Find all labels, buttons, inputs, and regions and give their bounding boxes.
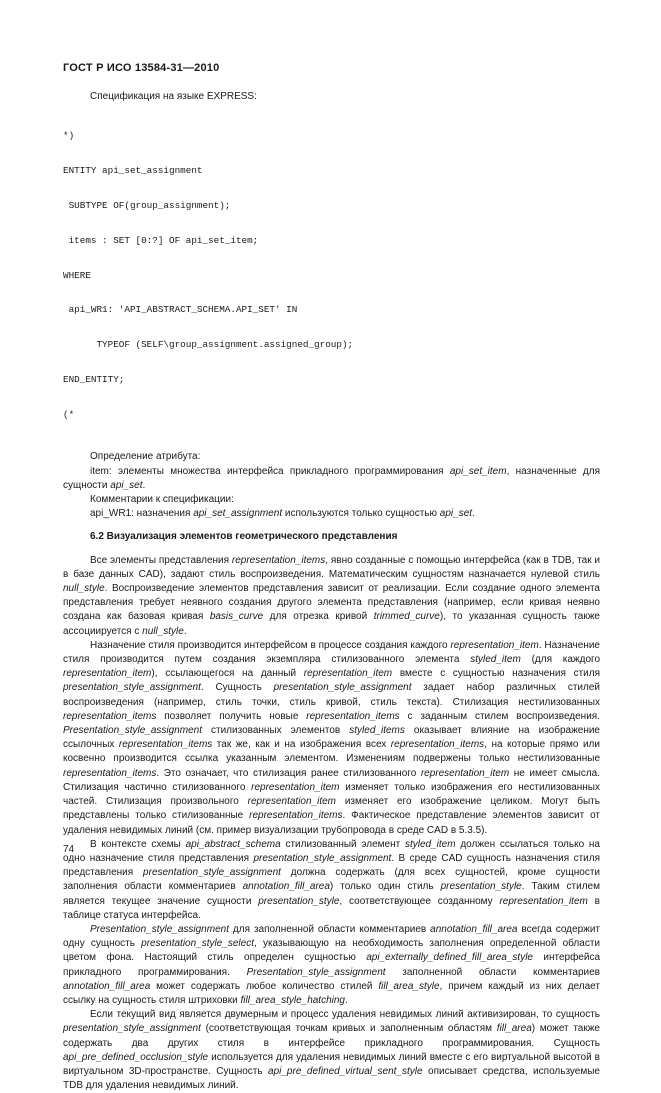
body-paragraph: Если текущий вид является двумерным и процесс удаления невидимых линий активизирован, то сущность presentation_style_assignment (соответствующая точкам кривых и заполненным областям fill_area) может также содержать два других стиля в интерфейсе прикладного программирования. Сущность api_pre_defined_occlusion_style используется для удаления невидимых линий вместе с его виртуальной высотой в виртуальном 3D-пространстве. Сущность api_pre_defined_virtual_sent_style описывает средства, используемые TDB для удаления невидимых линий. xyxy=(63,1009,600,1092)
code-line: TYPEOF (SELF\group_assignment.assigned_group); xyxy=(63,339,354,351)
attribute-heading: Определение атрибута: xyxy=(90,451,201,463)
code-line: END_ENTITY; xyxy=(63,373,125,385)
express-code-block xyxy=(63,107,600,443)
code-line: api_WR1: 'API_ABSTRACT_SCHEMA.API_SET' IN xyxy=(63,304,298,316)
comment-text: api_WR1: назначения api_set_assignment используются только сущностью api_set. xyxy=(90,508,475,520)
section-title: 6.2 Визуализация элементов геометрического представления xyxy=(90,531,398,543)
code-line: (* xyxy=(63,408,75,420)
comments-heading: Комментарии к спецификации: xyxy=(90,494,234,506)
body-paragraph: В контексте схемы api_abstract_schema стилизованный элемент styled_item должен ссылаться только на одно назначение стиля представления presentation_style_assignment. В среде CAD сущность назначения стиля представления presentation_style_assignment должна содержать (для всех сущностей, кроме сущности заполнения области комментариев annotation_fill_area) только один стиль presentation_style. Таким стилем является текущее значение сущности presentation_style, соответствующее созданному representation_item в таблице статуса интерфейса. xyxy=(63,838,601,921)
body-paragraph: Назначение стиля производится интерфейсом в процессе создания каждого representation_item. Назначение стиля производится путем создания экземпляра стилизованного элемента styled_item (для каждого representation_item), ссылающегося на данный representation_item вместе с сущностью назначения стиля presentation_style_assignment. Сущность presentation_style_assignment задает набор различных стилей воспроизведения (например, стиль точки, стиль кривой, стиль текста). Стилизация нестилизованных representation_items позволяет получить новые representation_items с заданным стилем воспроизведения. Presentation_style_assignment стилизованных элементов styled_items оказывает влияние на изображение ссылочных representation_items так же, как и на изображения всех representation_items, на которые прямо или косвенно производится ссылка указанным элементом. Изменениям подвержены только нестилизованные representation_items. Это означает, что стилизация ранее стилизованного representation_item не имеет смысла. Стилизация частично стилизованного representation_item изменяет только изображения его нестилизованных частей. Стилизация произвольного representation_item изменяет его изображение целиком. Могут быть представлены только стилизованные representation_items. Фактическое представление элементов зависит от удаления невидимых линий (см. пример визуализации трубопровода в среде CAD в 5.3.5). xyxy=(63,639,601,836)
code-line: *) xyxy=(63,130,75,142)
code-line: items : SET [0:?] OF api_set_item; xyxy=(63,234,259,246)
spec-intro: Спецификация на языке EXPRESS: xyxy=(90,91,257,102)
attribute-definition: item: элементы множества интерфейса прикладного программирования api_set_item, назначенные для сущности api_set. xyxy=(63,465,600,491)
code-line: WHERE xyxy=(63,269,91,281)
page-number: 74 xyxy=(63,844,75,855)
body-paragraph: Все элементы представления representation_items, явно созданные с помощью интерфейса (как в TDB, так и в базе данных CAD), задают стиль воспроизведения. Математическим сущностям назначается нулевой стиль null_style. Воспроизведение элементов представления зависит от реализации. Если создание одного элемента представления требует неявного создания другого элемента представления (например, если кривая неявно создана как базовая кривая basis_curve для отрезка кривой trimmed_curve), то указанная сущность также ассоциируется с null_style. xyxy=(63,554,600,637)
body-paragraph: Presentation_style_assignment для заполненной области комментариев annotation_fill_area всегда содержит одну сущность presentation_style_select, указывающую на необходимость заполнения определенной области цветом фона. Настоящий стиль определен сущностью api_externally_defined_fill_area_style интерфейса прикладного программирования. Presentation_style_assignment заполненной области комментариев annotation_fill_area может содержать любое количество стилей fill_area_style, причем каждый из них делает ссылку на сущность стиля штриховки fill_area_style_hatching. xyxy=(63,923,601,1006)
code-line: ENTITY api_set_assignment xyxy=(63,165,203,177)
page-body xyxy=(63,90,600,1093)
page-header-standard: ГОСТ Р ИСО 13584-31—2010 xyxy=(63,62,220,74)
code-line: SUBTYPE OF(group_assignment); xyxy=(63,199,231,211)
